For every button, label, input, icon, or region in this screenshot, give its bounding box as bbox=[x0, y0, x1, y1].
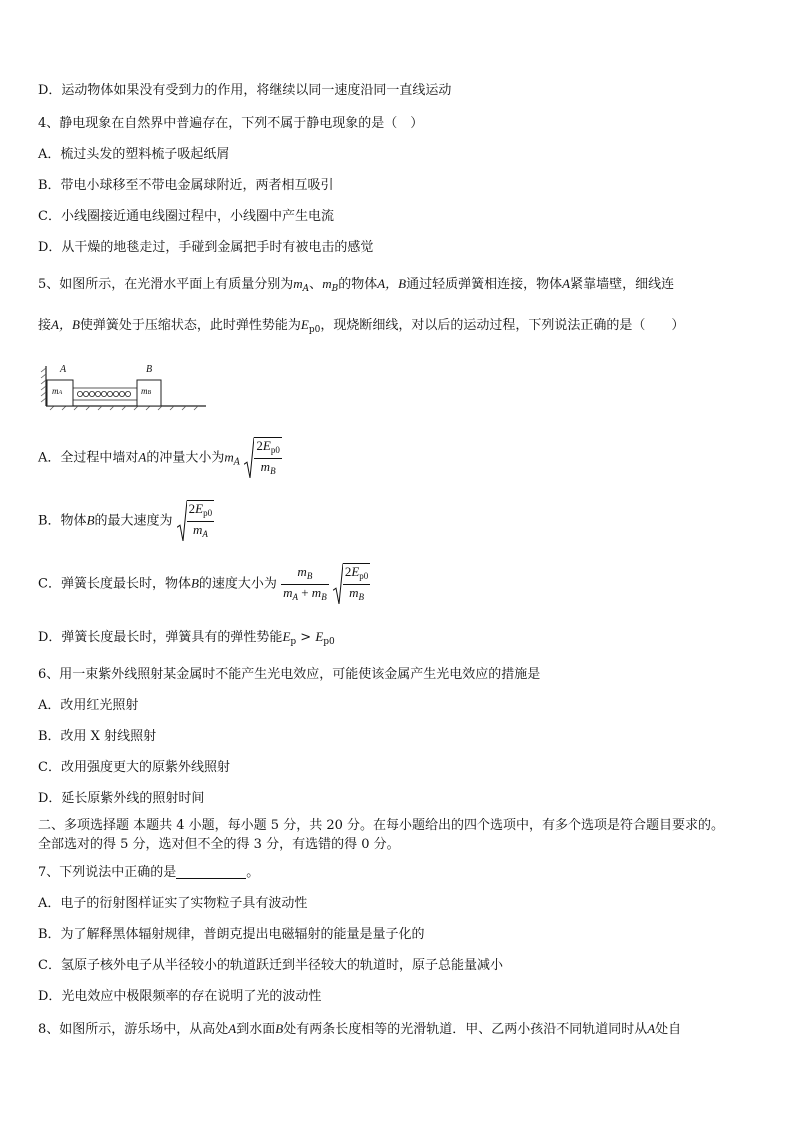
q5-option-c: C．弹簧长度最长时，物体B的速度大小为 $\frac{m_B}{m_A + m_B}$ $\frac{2E_{p0}}{m_B}$ bbox=[38, 563, 370, 605]
q5-figure bbox=[40, 362, 210, 412]
q6-option-d: D．延长原紫外线的照射时间 bbox=[38, 791, 205, 806]
fig-label-a: A bbox=[60, 364, 67, 375]
section2-scoring: 全部选对的得 5 分，选对但不全的得 3 分，有选错的得 0 分。 bbox=[38, 837, 400, 852]
q7-stem: 7、下列说法中正确的是 。 bbox=[38, 865, 260, 880]
q4-option-b: B．带电小球移至不带电金属球附近，两者相互吸引 bbox=[38, 178, 334, 193]
q7-option-a: A．电子的衍射图样证实了实物粒子具有波动性 bbox=[38, 896, 308, 911]
q5-option-b: B．物体B的最大速度为 $\frac{2E_{p0}}{m_A}$ bbox=[38, 500, 214, 542]
q4-option-d: D．从干燥的地毯走过，手碰到金属把手时有被电击的感觉 bbox=[38, 240, 374, 255]
fig-mass-b: mB bbox=[141, 386, 152, 396]
q5-option-a: A．全过程中墙对A的冲量大小为$m_A$ $\frac{2E_{p0}}{m_B}$ bbox=[38, 437, 282, 483]
q4-stem: 4、静电现象在自然界中普遍存在，下列不属于静电现象的是（ ） bbox=[38, 116, 424, 131]
q6-option-b: B．改用 X 射线照射 bbox=[38, 729, 157, 744]
q6-option-a: A．改用红光照射 bbox=[38, 698, 139, 713]
answer-blank bbox=[176, 864, 246, 879]
q5-stem-line1: 5、如图所示，在光滑水平面上有质量分别为$m_A$、$m_B$的物体A，B通过轻质弹簧相连接，物体A紧靠墙壁，细线连 bbox=[38, 276, 675, 294]
sqrt-expression: $\frac{2E_{p0}}{m_B}$ bbox=[333, 563, 370, 605]
spring bbox=[77, 391, 130, 396]
q5-option-d: D．弹簧长度最长时，弹簧具有的弹性势能$E_p > E_{p0}$ bbox=[38, 629, 335, 647]
sqrt-expression: $\frac{2E_{p0}}{m_A}$ bbox=[177, 500, 214, 542]
q4-option-c: C．小线圈接近通电线圈过程中，小线圈中产生电流 bbox=[38, 209, 334, 224]
sqrt-expression: $\frac{2E_{p0}}{m_B}$ bbox=[244, 437, 281, 479]
fig-label-b: B bbox=[146, 364, 153, 375]
q6-option-c: C．改用强度更大的原紫外线照射 bbox=[38, 760, 230, 775]
section2-heading: 二、多项选择题 本题共 4 小题，每小题 5 分，共 20 分。在每小题给出的四个选项中，有多个选项是符合题目要求的。 bbox=[38, 818, 725, 833]
mass-ratio: $\frac{m_B}{m_A + m_B}$ bbox=[283, 563, 327, 602]
q7-option-c: C．氢原子核外电子从半径较小的轨道跃迁到半径较大的轨道时，原子总能量减小 bbox=[38, 958, 503, 973]
fig-mass-a: mA bbox=[52, 386, 63, 396]
q4-option-a: A．梳过头发的塑料梳子吸起纸屑 bbox=[38, 147, 230, 162]
q3-option-d: D．运动物体如果没有受到力的作用，将继续以同一速度沿同一直线运动 bbox=[38, 83, 452, 98]
q5-stem-line2: 接A，B使弹簧处于压缩状态，此时弹性势能为$E_{p0}$，现烧断细线，对以后的运动过程，下列说法正确的是（ ） bbox=[38, 317, 685, 335]
q7-option-b: B．为了解释黑体辐射规律，普朗克提出电磁辐射的能量是量子化的 bbox=[38, 927, 425, 942]
q7-option-d: D．光电效应中极限频率的存在说明了光的波动性 bbox=[38, 989, 322, 1004]
q6-stem: 6、用一束紫外线照射某金属时不能产生光电效应，可能使该金属产生光电效应的措施是 bbox=[38, 667, 541, 682]
q8-stem: 8、如图所示，游乐场中，从高处A到水面B处有两条长度相等的光滑轨道．甲、乙两小孩沿不同轨道同时从A处自 bbox=[38, 1021, 682, 1037]
